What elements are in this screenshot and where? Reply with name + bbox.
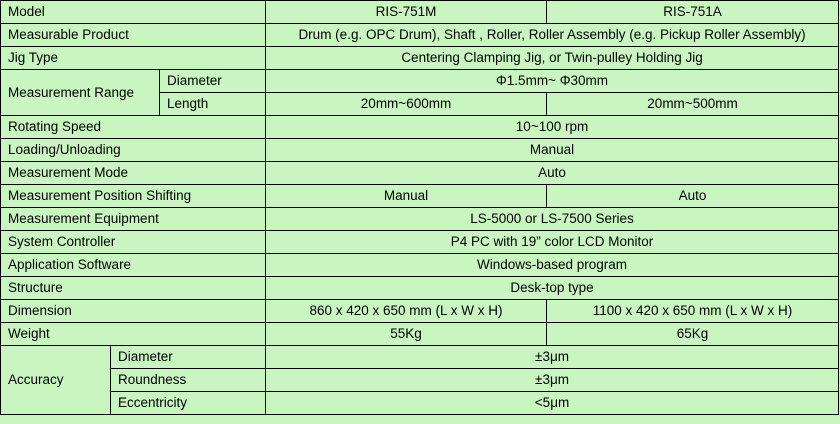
row-value: LS-5000 or LS-7500 Series xyxy=(266,208,839,231)
row-label: Measurement Equipment xyxy=(1,208,266,231)
row-label: Structure xyxy=(1,277,266,300)
dimension-b: 1100 x 420 x 650 mm (L x W x H) xyxy=(547,300,839,323)
row-value: Auto xyxy=(266,162,839,185)
row-label: Jig Type xyxy=(1,47,266,70)
accuracy-label: Accuracy xyxy=(1,346,111,415)
sub-label-accuracy-diameter: Diameter xyxy=(111,346,266,369)
table-row-equipment xyxy=(1,208,839,231)
row-label: Measurement Position Shifting xyxy=(1,185,266,208)
position-shifting-a: Manual xyxy=(266,185,547,208)
row-value: P4 PC with 19” color LCD Monitor xyxy=(266,231,839,254)
weight-a: 55Kg xyxy=(266,323,547,346)
table-row-accuracy-roundness xyxy=(1,369,839,392)
row-label: Model xyxy=(1,1,266,24)
table-row-jig-type xyxy=(1,47,839,70)
weight-b: 65Kg xyxy=(547,323,839,346)
row-value: Centering Clamping Jig, or Twin-pulley Holding Jig xyxy=(266,47,839,70)
table-row-accuracy-diameter xyxy=(1,346,839,369)
roundness-value: ±3μm xyxy=(266,369,839,392)
accuracy-diameter-value: ±3μm xyxy=(266,346,839,369)
sub-label-diameter: Diameter xyxy=(160,70,266,93)
row-label: Measurement Mode xyxy=(1,162,266,185)
table-row-measurement-mode xyxy=(1,162,839,185)
row-value: Windows-based program xyxy=(266,254,839,277)
row-value: 10~100 rpm xyxy=(266,116,839,139)
row-label: Weight xyxy=(1,323,266,346)
table-row-structure xyxy=(1,277,839,300)
table-row-software xyxy=(1,254,839,277)
sub-label-length: Length xyxy=(160,93,266,116)
row-value: Drum (e.g. OPC Drum), Shaft , Roller, Roller Assembly (e.g. Pickup Roller Assembly) xyxy=(266,24,839,47)
row-label: Dimension xyxy=(1,300,266,323)
row-label: Measurable Product xyxy=(1,24,266,47)
dimension-a: 860 x 420 x 650 mm (L x W x H) xyxy=(266,300,547,323)
row-value: Desk-top type xyxy=(266,277,839,300)
model-b-header: RIS-751A xyxy=(547,1,839,24)
table-row-weight xyxy=(1,323,839,346)
length-value-a: 20mm~600mm xyxy=(266,93,547,116)
table-row-model xyxy=(1,1,839,24)
table-row-position-shifting xyxy=(1,185,839,208)
table-row-accuracy-eccentricity xyxy=(1,392,839,415)
table-row-dimension xyxy=(1,300,839,323)
table-row-measurement-range-diameter xyxy=(1,70,839,93)
model-a-header: RIS-751M xyxy=(266,1,547,24)
row-label: System Controller xyxy=(1,231,266,254)
table-row-rotating-speed xyxy=(1,116,839,139)
row-value: Manual xyxy=(266,139,839,162)
diameter-range-value: Φ1.5mm~ Φ30mm xyxy=(266,70,839,93)
row-label: Loading/Unloading xyxy=(1,139,266,162)
length-value-b: 20mm~500mm xyxy=(547,93,839,116)
position-shifting-b: Auto xyxy=(547,185,839,208)
measurement-range-label: Measurement Range xyxy=(1,70,160,116)
eccentricity-value: <5μm xyxy=(266,392,839,415)
row-label: Rotating Speed xyxy=(1,116,266,139)
table-row-measurable-product xyxy=(1,24,839,47)
sub-label-roundness: Roundness xyxy=(111,369,266,392)
table-row-loading xyxy=(1,139,839,162)
row-label: Application Software xyxy=(1,254,266,277)
table-row-controller xyxy=(1,231,839,254)
sub-label-eccentricity: Eccentricity xyxy=(111,392,266,415)
